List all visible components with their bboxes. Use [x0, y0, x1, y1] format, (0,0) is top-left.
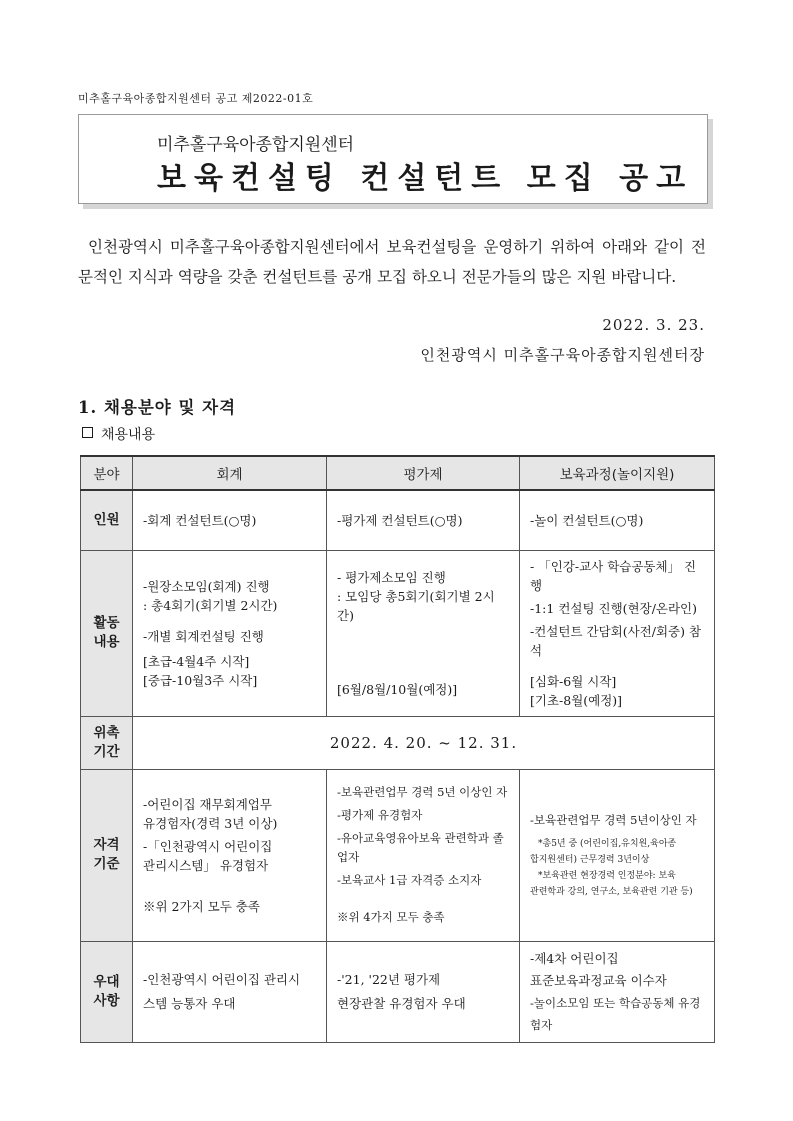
header-field: 분야	[81, 456, 133, 490]
row-label-activity: 활동 내용	[81, 550, 133, 716]
list-item: : 모임당 총5회기(회기별 2시간)	[337, 588, 495, 623]
notice-date: 2022. 3. 23.	[602, 316, 705, 334]
list-item: -보육관련업무 경력 5년이상인 자	[530, 812, 697, 827]
staff-play	[520, 490, 715, 550]
list-item: [심화-6월 시작]	[530, 673, 617, 689]
list-item: -1:1 컨설팅 진행(현장/온라인)	[530, 600, 698, 616]
list-item: ※위 2가지 모두 충족	[143, 898, 260, 914]
staff-accounting	[133, 490, 327, 550]
preference-evaluation	[327, 941, 520, 1042]
list-item: [기초-8월(예정)]	[530, 692, 623, 708]
list-item: *총5년 중 (어린이집,유치원,육아종	[538, 838, 677, 849]
list-item: 현장관찰 유경험자 우대	[337, 995, 466, 1011]
list-item: -원장소모임(회계) 진행	[143, 578, 270, 594]
list-item: -어린이집 재무회계업무	[143, 796, 272, 812]
list-item: -제4차 어린이집	[530, 950, 619, 966]
list-item: -인천광역시 어린이집 관리시	[143, 971, 301, 987]
header-accounting: 회계	[133, 456, 327, 490]
signer: 인천광역시 미추홀구육아종합지원센터장	[420, 346, 705, 364]
list-item: 유경험자(경력 3년 이상)	[143, 815, 278, 831]
list-item: -「인천광역시 어린이집	[143, 838, 273, 854]
list-item: - 「인강-교사 학습공동체」 진행	[530, 558, 697, 593]
table-header-row	[81, 456, 715, 490]
recruitment-table	[80, 455, 715, 1043]
list-item: [6월/8월/10월(예정)]	[337, 681, 458, 697]
qualification-accounting	[133, 769, 327, 941]
title-org: 미추홀구육아종합지원센터	[157, 135, 355, 155]
activity-accounting	[133, 550, 327, 716]
subsection-heading	[82, 424, 155, 444]
table-row-activity	[81, 550, 715, 716]
subsection-heading-label: 채용내용	[101, 427, 156, 443]
list-item: -유아교육영유아보육 관련학과 졸업자	[337, 831, 504, 864]
list-item: *보육관련 현장경력 인정분야: 보육	[538, 870, 676, 881]
section-heading: 1. 채용분야 및 자격	[78, 398, 237, 417]
list-item: 합지원센터) 근무경력 3년이상	[530, 854, 650, 865]
staff-evaluation-text: -평가제 컨설턴트(○명)	[337, 512, 463, 528]
list-item: - 평가제소모임 진행	[337, 569, 446, 585]
staff-accounting-text: -회계 컨설턴트(○명)	[143, 512, 257, 528]
row-label-term: 위촉 기간	[81, 716, 133, 769]
activity-evaluation	[327, 550, 520, 716]
list-item: 표준보육과정교육 이수자	[530, 972, 667, 988]
title-box	[78, 114, 708, 204]
activity-play	[520, 550, 715, 716]
qualification-play	[520, 769, 715, 941]
list-item: -'21, '22년 평가제	[337, 971, 441, 987]
checkbox-square-icon	[82, 427, 93, 438]
list-item: -평가제 유경험자	[337, 808, 423, 822]
list-item: -보육관련업무 경력 5년 이상인 자	[337, 785, 508, 799]
row-label-qualification: 자격 기준	[81, 769, 133, 941]
list-item: 관련학과 강의, 연구소, 보육관련 기관 등)	[530, 886, 693, 897]
list-item: -컨설턴트 간담회(사전/회중) 참석	[530, 623, 702, 658]
list-item: -보육교사 1급 자격증 소지자	[337, 873, 482, 887]
table-row-preference	[81, 941, 715, 1042]
list-item: [중급-10월3주 시작]	[143, 672, 258, 688]
list-item: 스템 능통자 우대	[143, 995, 236, 1011]
list-item: -놀이소모임 또는 학습공동체 유경험자	[530, 995, 701, 1032]
header-play: 보육과정(놀이지원)	[520, 456, 715, 490]
list-item: 관리시스템」 유경험자	[143, 857, 269, 873]
staff-play-text: -놀이 컨설턴트(○명)	[530, 512, 644, 528]
table-row-term	[81, 716, 715, 769]
row-label-staff: 인원	[81, 490, 133, 550]
table-row-qualification	[81, 769, 715, 941]
list-item: ※위 4가지 모두 충족	[337, 910, 445, 924]
page-title: 보육컨설팅 컨설턴트 모집 공고	[157, 161, 694, 196]
table-row-staff	[81, 490, 715, 550]
qualification-evaluation	[327, 769, 520, 941]
list-item: : 총4회기(회기별 2시간)	[143, 597, 278, 613]
row-label-preference: 우대 사항	[81, 941, 133, 1042]
list-item: -개별 회계컨설팅 진행	[143, 628, 264, 644]
header-evaluation: 평가제	[327, 456, 520, 490]
notice-number: 미추홀구육아종합지원센터 공고 제2022-01호	[78, 92, 314, 105]
term-value: 2022. 4. 20. ~ 12. 31.	[133, 716, 715, 769]
intro-paragraph: 인천광역시 미추홀구육아종합지원센터에서 보육컨설팅을 운영하기 위하여 아래와 같이 전문적인 지식과 역량을 갖춘 컨설턴트를 공개 모집 하오니 전문가들의 많은 지원 바랍니다.	[78, 238, 706, 286]
preference-accounting	[133, 941, 327, 1042]
preference-play	[520, 941, 715, 1042]
staff-evaluation	[327, 490, 520, 550]
list-item: [초급-4월4주 시작]	[143, 653, 250, 669]
